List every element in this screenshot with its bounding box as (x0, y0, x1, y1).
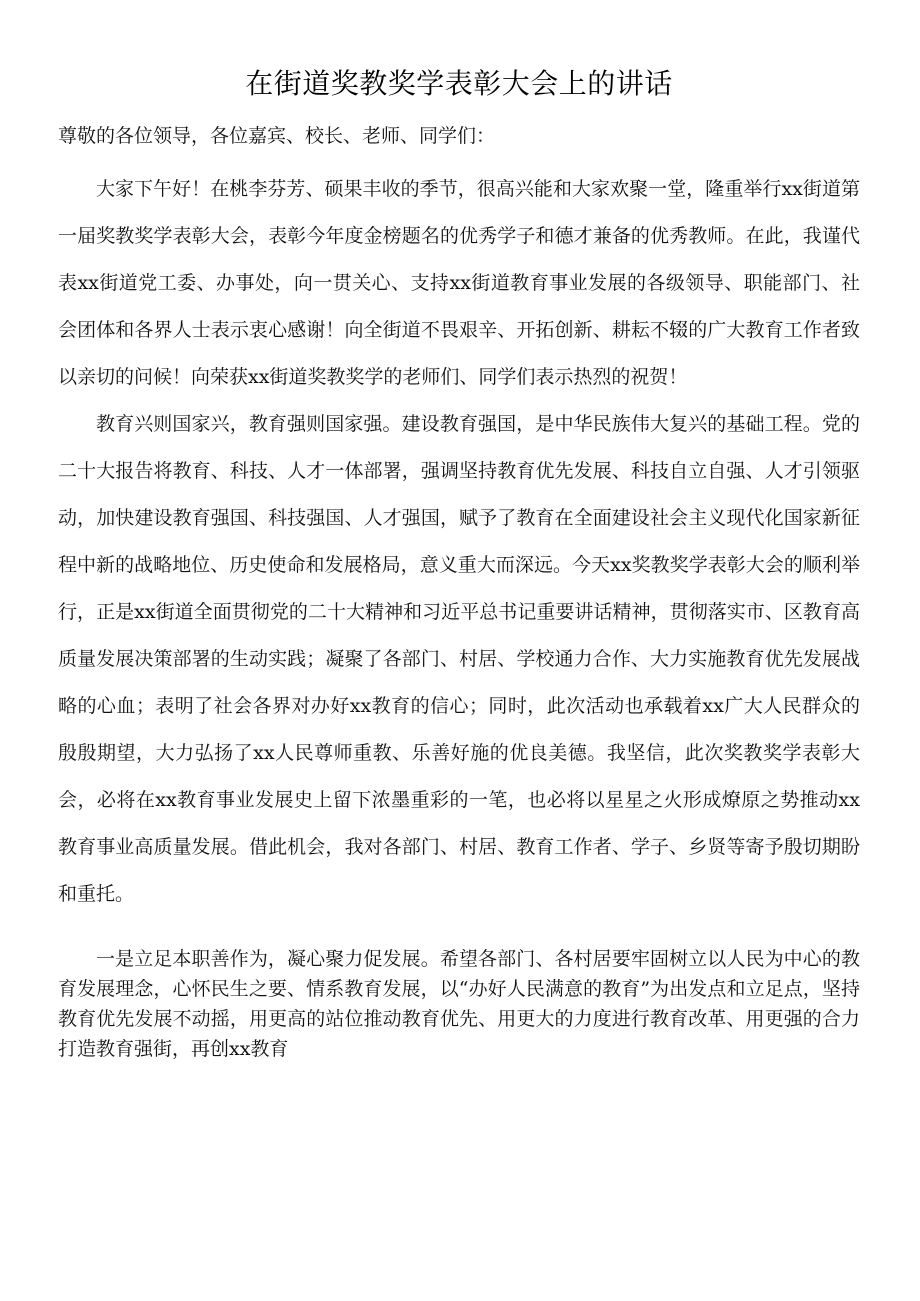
paragraph-point-one: 一是立足本职善作为，凝心聚力促发展。希望各部门、各村居要牢固树立以人民为中心的教育发展理念，心怀民生之要、情系教育发展，以“办好人民满意的教育”为出发点和立足点，坚持教育优先发展不动摇，用更高的站位推动教育优先、用更大的力度进行教育改革、用更强的合力打造教育强街，再创xx教育 (58, 948, 860, 1060)
salutation: 尊敬的各位领导，各位嘉宾、校长、老师、同学们： (58, 125, 496, 147)
paragraph-education-significance: 教育兴则国家兴，教育强则国家强。建设教育强国，是中华民族伟大复兴的基础工程。党的二十大报告将教育、科技、人才一体部署，强调坚持教育优先发展、科技自立自强、人才引领驱动，加快建设教育强国、科技强国、人才强国，赋予了教育在全面建设社会主义现代化国家新征程中新的战略地位、历史使命和发展格局，意义重大而深远。今天xx奖教奖学表彰大会的顺利举行，正是xx街道全面贯彻党的二十大精神和习近平总书记重要讲话精神，贯彻落实市、区教育高质量发展决策部署的生动实践；凝聚了各部门、村居、学校通力合作、大力实施教育优先发展战略的心血；表明了社会各界对办好xx教育的信心；同时，此次活动也承载着xx广大人民群众的殷殷期望，大力弘扬了xx人民尊师重教、乐善好施的优良美德。我坚信，此次奖教奖学表彰大会，必将在xx教育事业发展史上留下浓墨重彩的一笔，也必将以星星之火形成燎原之势推动xx教育事业高质量发展。借此机会，我对各部门、村居、教育工作者、学子、乡贤等寄予殷切期盼和重托。 (58, 413, 860, 905)
document-title: 在街道奖教奖学表彰大会上的讲话 (245, 67, 673, 100)
paragraph-greeting: 大家下午好！在桃李芬芳、硕果丰收的季节，很高兴能和大家欢聚一堂，隆重举行xx街道第一届奖教奖学表彰大会，表彰今年度金榜题名的优秀学子和德才兼备的优秀教师。在此，我谨代表xx街道党工委、办事处，向一贯关心、支持xx街道教育事业发展的各级领导、职能部门、社会团体和各界人士表示衷心感谢！向全街道不畏艰辛、开拓创新、耕耘不辍的广大教育工作者致以亲切的问候！向荣获xx街道奖教奖学的老师们、同学们表示热烈的祝贺！ (58, 178, 860, 388)
